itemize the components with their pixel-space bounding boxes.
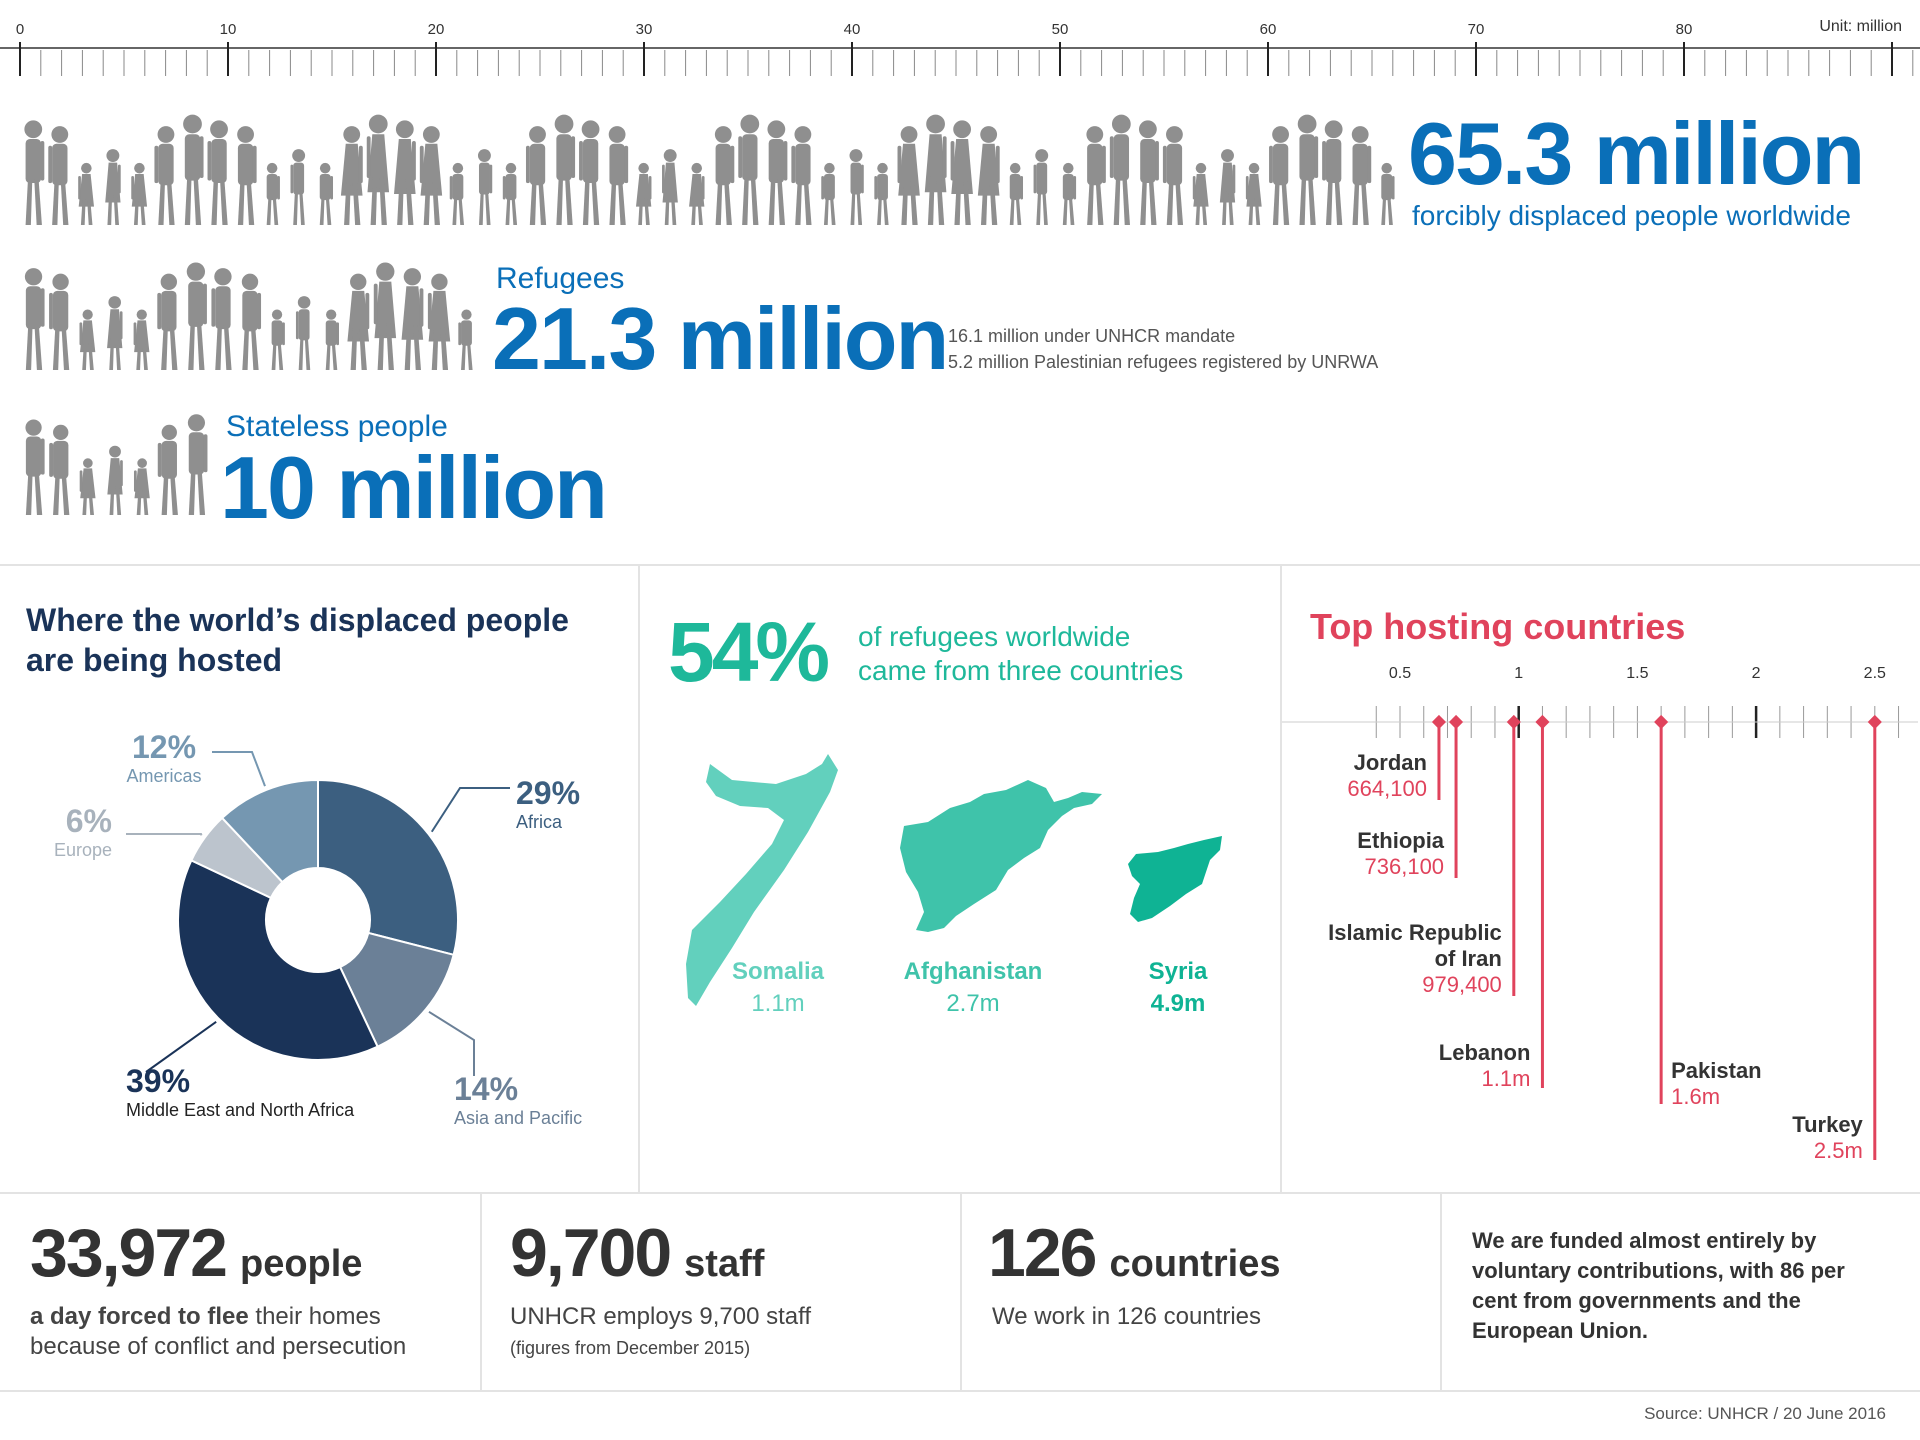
person-silhouette <box>1246 163 1262 225</box>
countries-number: 126 <box>988 1215 1096 1291</box>
person-silhouette <box>767 120 787 225</box>
person-silhouette <box>1298 115 1318 225</box>
person-silhouette <box>478 149 492 225</box>
donut-leader-line <box>429 1012 474 1076</box>
hosting-point-marker <box>1432 715 1446 729</box>
daily-displaced-desc-line2: because of conflict and persecution <box>30 1333 407 1360</box>
donut-region-label: Africa <box>516 812 563 832</box>
syria-map-shape <box>1126 836 1226 926</box>
daily-displaced-desc-bold: a day forced to flee <box>30 1303 249 1330</box>
hosting-axis-label: 2.5 <box>1863 665 1886 682</box>
hosting-title: Top hosting countries <box>1310 606 1686 647</box>
donut-leader-line <box>432 788 510 832</box>
person-silhouette <box>450 163 464 225</box>
donut-percent-label: 39% <box>126 1063 191 1099</box>
divider-stat-2 <box>960 1194 962 1390</box>
three-countries-line2: came from three countries <box>858 655 1184 686</box>
person-silhouette <box>526 126 546 225</box>
three-countries-line1: of refugees worldwide <box>858 621 1131 652</box>
ruler-tick-label: 20 <box>427 21 445 38</box>
refugees-note-unhcr: 16.1 million under UNHCR mandate <box>948 326 1236 346</box>
displaced-total-label: forcibly displaced people worldwide <box>1412 200 1851 231</box>
ruler-tick-label: 0 <box>15 21 25 38</box>
hosting-country-label: Pakistan <box>1671 1058 1762 1083</box>
person-silhouette <box>1322 120 1342 225</box>
hosting-point-marker <box>1449 715 1463 729</box>
donut-leader-line <box>126 834 202 835</box>
hosted-title: Where the world’s displaced people are being hosted <box>26 602 569 678</box>
refugees-note-unrwa: 5.2 million Palestinian refugees registered by UNRWA <box>948 352 1379 372</box>
person-silhouette <box>555 115 575 225</box>
person-silhouette <box>24 120 44 225</box>
person-silhouette <box>1010 163 1023 225</box>
donut-region-label: Middle East and North Africa <box>126 1100 355 1120</box>
afghanistan-value: 2.7m <box>946 990 1000 1017</box>
hosting-axis-label: 1.5 <box>1626 665 1649 682</box>
donut-slice-middle-east-and-north-africa <box>178 860 378 1060</box>
person-silhouette <box>272 310 285 370</box>
refugees-title: Refugees <box>496 262 625 295</box>
person-silhouette <box>1269 126 1289 225</box>
hosting-country-value: 736,100 <box>1364 854 1445 879</box>
daily-displaced-unit: people <box>239 1243 363 1285</box>
person-silhouette <box>107 296 122 370</box>
person-silhouette <box>850 149 864 225</box>
displaced-total-value: 65.3 million <box>1408 104 1864 203</box>
person-silhouette <box>48 126 68 225</box>
staff-number: 9,700 <box>510 1215 671 1291</box>
divider-upper <box>0 564 1920 566</box>
hosting-country-label: Ethiopia <box>1357 828 1445 853</box>
person-silhouette <box>188 414 208 515</box>
refugee-silhouettes <box>20 258 480 370</box>
hosting-country-value: 2.5m <box>1813 1138 1863 1163</box>
staff-desc: UNHCR employs 9,700 staff <box>510 1303 812 1330</box>
stateless-silhouettes <box>20 410 210 515</box>
person-silhouette <box>242 274 261 370</box>
person-silhouette <box>503 163 517 225</box>
person-silhouette <box>636 163 651 225</box>
person-silhouette <box>183 115 203 225</box>
person-silhouette <box>80 458 96 515</box>
person-silhouette <box>791 126 811 225</box>
stateless-title: Stateless people <box>226 410 448 443</box>
donut-region-label: Americas <box>126 766 202 786</box>
staff-note: (figures from December 2015) <box>510 1338 751 1358</box>
ruler-tick-label: 10 <box>219 21 237 38</box>
person-silhouette <box>1163 126 1183 225</box>
countries-desc: We work in 126 countries <box>992 1303 1262 1330</box>
hosting-country-label: Turkey <box>1792 1112 1863 1137</box>
person-silhouette <box>1193 163 1209 225</box>
hosting-point-marker <box>1535 715 1549 729</box>
person-silhouette <box>978 126 1000 225</box>
person-silhouette <box>374 262 396 370</box>
person-silhouette <box>134 458 150 515</box>
hosting-country-value: 1.6m <box>1671 1084 1721 1109</box>
hosting-axis-label: 1 <box>1514 665 1524 682</box>
displaced-people-silhouettes <box>20 110 1400 225</box>
daily-displaced-number: 33,972 <box>30 1215 226 1291</box>
person-silhouette <box>1063 163 1076 225</box>
person-silhouette <box>1139 120 1159 225</box>
person-silhouette <box>347 274 369 370</box>
ruler-tick-label: 50 <box>1051 21 1069 38</box>
person-silhouette <box>237 126 256 225</box>
hosting-country-label: Islamic Republic <box>1328 920 1502 945</box>
person-silhouette <box>187 262 207 370</box>
scale-unit-label: Unit: million <box>1819 18 1902 35</box>
million-scale-ruler <box>0 0 1920 80</box>
person-silhouette <box>154 126 174 225</box>
person-silhouette <box>458 310 472 370</box>
person-silhouette <box>131 163 147 225</box>
person-silhouette <box>290 149 305 225</box>
person-silhouette <box>394 120 416 225</box>
hosting-country-label: Jordan <box>1353 750 1427 775</box>
hosting-country-value: 979,400 <box>1422 972 1502 997</box>
hosting-country-label: of Iran <box>1434 946 1502 971</box>
refugees-value: 21.3 million <box>492 289 948 388</box>
person-silhouette <box>898 126 920 225</box>
staff-unit: staff <box>684 1243 765 1285</box>
daily-displaced-desc-rest: their homes <box>248 1303 381 1330</box>
afghanistan-map-shape <box>898 772 1108 942</box>
person-silhouette <box>267 163 280 225</box>
person-silhouette <box>158 425 178 515</box>
person-silhouette <box>1086 126 1105 225</box>
hosting-country-value: 1.1m <box>1481 1066 1531 1091</box>
person-silhouette <box>49 274 69 370</box>
divider-bottom <box>0 1390 1920 1392</box>
donut-percent-label: 12% <box>131 729 197 765</box>
hosting-point-marker <box>1868 715 1882 729</box>
person-silhouette <box>78 163 94 225</box>
person-silhouette <box>208 120 228 225</box>
person-silhouette <box>951 120 973 225</box>
donut-region-label: Europe <box>53 840 112 860</box>
person-silhouette <box>296 296 310 370</box>
person-silhouette <box>105 149 120 225</box>
person-silhouette <box>662 149 678 225</box>
divider-col-1 <box>638 566 640 1192</box>
person-silhouette <box>420 126 442 225</box>
hosting-point-marker <box>1654 715 1668 729</box>
person-silhouette <box>134 310 150 370</box>
ruler-tick-label: 60 <box>1259 21 1277 38</box>
person-silhouette <box>157 274 177 370</box>
donut-slice-africa <box>318 780 458 955</box>
ruler-tick-label: 40 <box>843 21 861 38</box>
person-silhouette <box>1381 163 1394 225</box>
person-silhouette <box>609 126 628 225</box>
person-silhouette <box>79 310 95 370</box>
person-silhouette <box>341 126 363 225</box>
ruler-tick-label: 80 <box>1675 21 1693 38</box>
syria-label: Syria <box>1148 958 1208 985</box>
divider-stat-3 <box>1440 1194 1442 1390</box>
person-silhouette <box>107 446 122 515</box>
donut-region-label: Asia and Pacific <box>454 1108 583 1128</box>
person-silhouette <box>367 115 389 225</box>
person-silhouette <box>49 425 69 515</box>
donut-percent-label: 14% <box>454 1071 519 1107</box>
person-silhouette <box>25 268 45 370</box>
divider-stat-1 <box>480 1194 482 1390</box>
hosting-country-label: Lebanon <box>1438 1040 1531 1065</box>
syria-value: 4.9m <box>1150 990 1206 1017</box>
three-countries-percent: 54% <box>668 605 828 699</box>
hosting-axis-label: 0.5 <box>1388 665 1412 682</box>
person-silhouette <box>925 115 947 225</box>
source-note: Source: UNHCR / 20 June 2016 <box>1644 1404 1886 1423</box>
donut-leader-line <box>212 752 265 786</box>
donut-percent-label: 29% <box>516 775 581 811</box>
hosting-axis-label: 2 <box>1751 665 1761 682</box>
person-silhouette <box>1034 149 1049 225</box>
person-silhouette <box>211 268 231 370</box>
afghanistan-label: Afghanistan <box>903 958 1043 985</box>
funding-text: We are funded almost entirely by voluntary contributions, with 86 per cent from governments and the European Union. <box>1472 1228 1845 1343</box>
person-silhouette <box>821 163 835 225</box>
person-silhouette <box>738 115 759 225</box>
person-silhouette <box>715 126 734 225</box>
top-hosting-countries-chart <box>1282 652 1920 1172</box>
person-silhouette <box>326 310 339 370</box>
donut-percent-label: 6% <box>65 803 112 839</box>
stateless-value: 10 million <box>220 438 606 537</box>
hosting-country-value: 664,100 <box>1347 776 1427 801</box>
person-silhouette <box>1110 115 1131 225</box>
person-silhouette <box>402 268 424 370</box>
ruler-tick-label: 70 <box>1467 21 1485 38</box>
countries-unit: countries <box>1109 1243 1281 1285</box>
hosting-regions-donut-chart <box>0 700 638 1150</box>
person-silhouette <box>579 120 599 225</box>
somalia-label: Somalia <box>731 958 825 985</box>
person-silhouette <box>428 274 450 370</box>
somalia-value: 1.1m <box>751 990 805 1017</box>
person-silhouette <box>1352 126 1371 225</box>
person-silhouette <box>25 419 44 515</box>
person-silhouette <box>689 163 704 225</box>
ruler-tick-label: 30 <box>635 21 653 38</box>
person-silhouette <box>874 163 888 225</box>
person-silhouette <box>1220 149 1235 225</box>
person-silhouette <box>320 163 333 225</box>
